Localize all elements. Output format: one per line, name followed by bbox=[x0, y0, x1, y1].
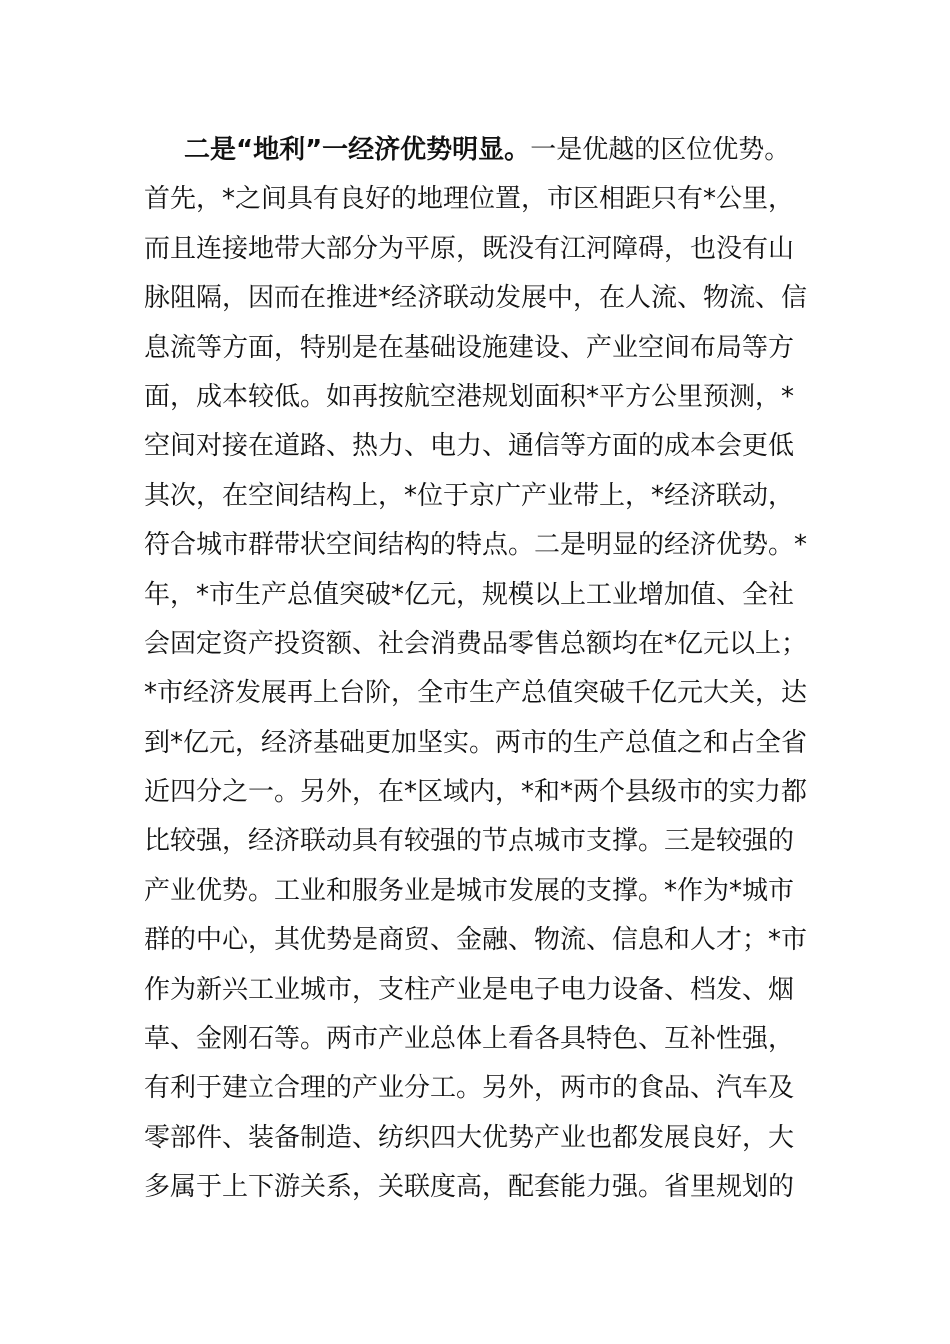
text-line: 产业优势。工业和服务业是城市发展的支撑。*作为*城市 bbox=[144, 875, 795, 906]
text-line: 零部件、装备制造、纺织四大优势产业也都发展良好，大 bbox=[144, 1122, 795, 1153]
text-line: 息流等方面，特别是在基础设施建设、产业空间布局等方 bbox=[144, 332, 795, 363]
text-line: 多属于上下游关系，关联度高，配套能力强。省里规划的 bbox=[144, 1172, 795, 1203]
text-line: 比较强，经济联动具有较强的节点城市支撑。三是较强的 bbox=[144, 826, 795, 857]
text-line: 有利于建立合理的产业分工。另外，两市的食品、汽车及 bbox=[144, 1073, 795, 1104]
section-heading: 二是“地利”一经济优势明显。 bbox=[184, 135, 531, 165]
text-line: 群的中心，其优势是商贸、金融、物流、信息和人才；*市 bbox=[144, 925, 808, 956]
text-line: 草、金刚石等。两市产业总体上看各具特色、互补性强， bbox=[144, 1024, 795, 1055]
paragraph-first-line bbox=[144, 126, 816, 175]
text-line: 符合城市群带状空间结构的特点。二是明显的经济优势。* bbox=[144, 530, 808, 561]
text-line: 脉阻隔，因而在推进*经济联动发展中，在人流、物流、信 bbox=[144, 283, 808, 314]
text-line: 到*亿元，经济基础更加坚实。两市的生产总值之和占全省 bbox=[144, 727, 808, 758]
body-text bbox=[144, 126, 816, 1213]
text-line: 作为新兴工业城市，支柱产业是电子电力设备、档发、烟 bbox=[144, 974, 795, 1005]
text-line: 面，成本较低。如再按航空港规划面积*平方公里预测，* bbox=[144, 381, 795, 412]
text-line: 空间对接在道路、热力、电力、通信等方面的成本会更低 bbox=[144, 431, 795, 462]
text-line: 年，*市生产总值突破*亿元，规模以上工业增加值、全社 bbox=[144, 579, 795, 610]
text-line: *市经济发展再上台阶，全市生产总值突破千亿元大关，达 bbox=[144, 678, 808, 709]
first-line-text: 一是优越的区位优势。 bbox=[530, 135, 791, 165]
text-line: 会固定资产投资额、社会消费品零售总额均在*亿元以上； bbox=[144, 628, 808, 659]
text-line: 近四分之一。另外，在*区域内，*和*两个县级市的实力都 bbox=[144, 777, 808, 808]
text-line: 而且连接地带大部分为平原，既没有江河障碍，也没有山 bbox=[144, 233, 795, 264]
text-line: 其次，在空间结构上，*位于京广产业带上，*经济联动， bbox=[144, 480, 795, 511]
text-line: 首先，*之间具有良好的地理位置，市区相距只有*公里， bbox=[144, 184, 795, 215]
